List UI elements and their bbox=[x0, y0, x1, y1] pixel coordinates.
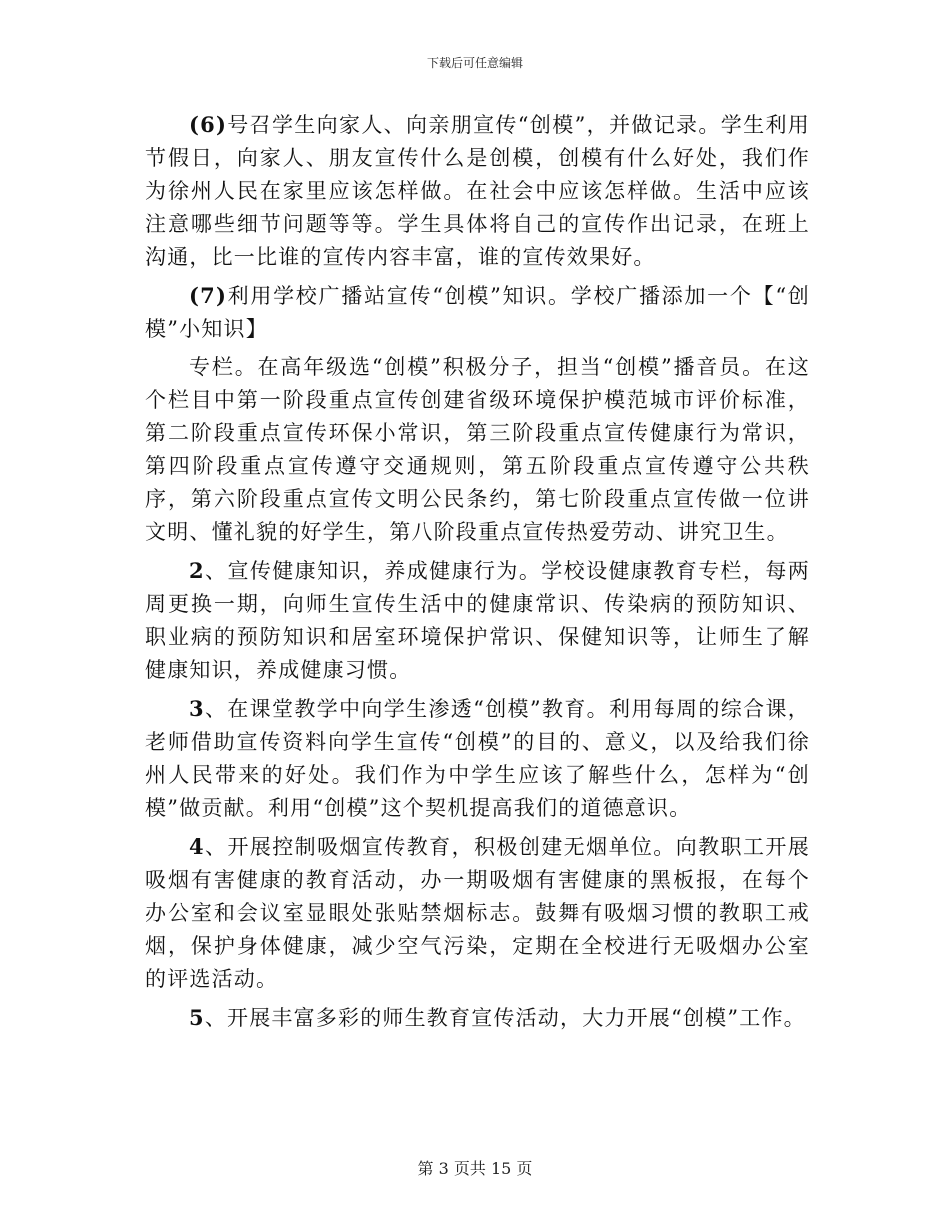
paragraph-text: 利用学校广播站宣传“创模”知识。学校广播添加一个【“创模”小知识】 bbox=[145, 284, 810, 341]
paragraph-text: 专栏。在高年级选“创模”积极分子，担当“创模”播音员。在这个栏目中第一阶段重点宣传创建省级环境保护模范城市评价标准，第二阶段重点宣传环保小常识，第三阶段重点宣传健康行为常识，第四阶段重点宣传遵守交通规则，第五阶段重点宣传遵守公共秩序，第六阶段重点宣传文明公民条约，第七阶段重点宣传做一位讲文明、懂礼貌的好学生，第八阶段重点宣传热爱劳动、讲究卫生。 bbox=[145, 355, 810, 544]
item-number: 2 bbox=[189, 558, 205, 583]
item-number: 3 bbox=[189, 696, 205, 721]
paragraph-5 bbox=[145, 1001, 810, 1035]
paragraph-text: 号召学生向家人、向亲朋宣传“创模”，并做记录。学生利用节假日，向家人、朋友宣传什么是创模，创模有什么好处，我们作为徐州人民在家里应该怎样做。在社会中应该怎样做。生活中应该注意哪些细节问题等等。学生具体将自己的宣传作出记录，在班上沟通，比一比谁的宣传内容丰富，谁的宣传效果好。 bbox=[145, 113, 810, 269]
paragraph-7 bbox=[145, 279, 810, 346]
paragraph-text: 、宣传健康知识，养成健康行为。学校设健康教育专栏，每两周更换一期，向师生宣传生活中的健康常识、传染病的预防知识、职业病的预防知识和居室环境保护常识、保健知识等，让师生了解健康知识，养成健康习惯。 bbox=[145, 559, 810, 682]
paragraph-4 bbox=[145, 830, 810, 996]
document-body bbox=[145, 108, 810, 1040]
page-header: 下载后可任意编辑 bbox=[426, 56, 523, 70]
item-number: (6) bbox=[189, 112, 228, 137]
paragraph-text: 、开展控制吸烟宣传教育，积极创建无烟单位。向教职工开展吸烟有害健康的教育活动，办一期吸烟有害健康的黑板报，在每个办公室和会议室显眼处张贴禁烟标志。鼓舞有吸烟习惯的教职工戒烟，保护身体健康，减少空气污染，定期在全校进行无吸烟办公室的评选活动。 bbox=[145, 835, 810, 991]
paragraph-2 bbox=[145, 554, 810, 687]
paragraph-7-continued bbox=[145, 351, 810, 549]
item-number: 5 bbox=[189, 1005, 205, 1030]
paragraph-text: 、在课堂教学中向学生渗透“创模”教育。利用每周的综合课，老师借助宣传资料向学生宣传“创模”的目的、意义，以及给我们徐州人民带来的好处。我们作为中学生应该了解些什么，怎样为“创模”做贡献。利用“创模”这个契机提高我们的道德意识。 bbox=[145, 697, 810, 820]
item-number: 4 bbox=[189, 834, 205, 859]
paragraph-6 bbox=[145, 108, 810, 274]
page-footer: 第 3 页共 15 页 bbox=[417, 1159, 533, 1178]
paragraph-3 bbox=[145, 692, 810, 825]
item-number: (7) bbox=[189, 283, 228, 308]
paragraph-text: 、开展丰富多彩的师生教育宣传活动，大力开展“创模”工作。 bbox=[204, 1006, 806, 1030]
